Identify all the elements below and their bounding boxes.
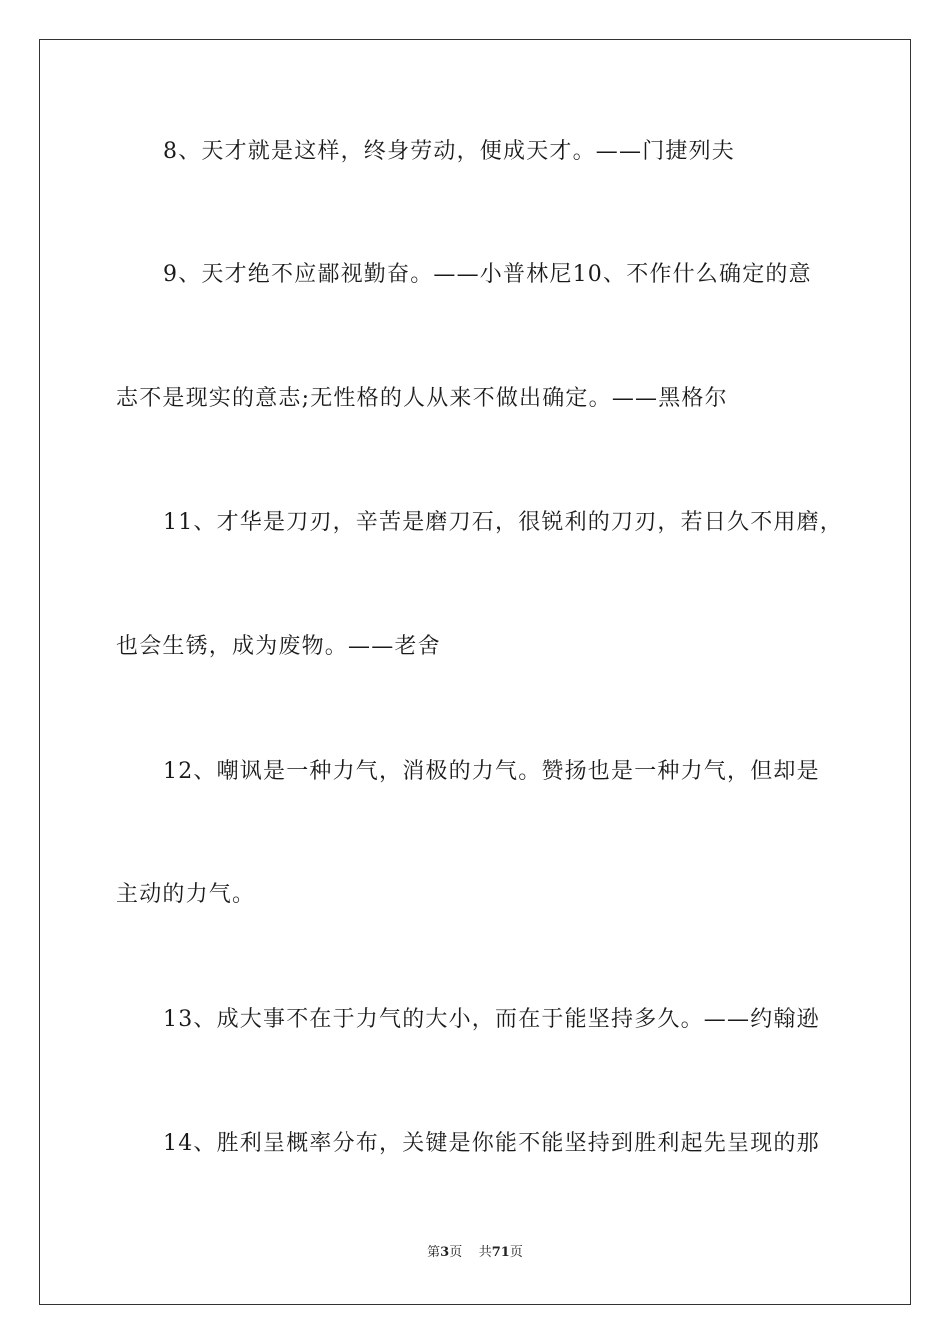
total-prefix: 共: [478, 1245, 492, 1260]
paragraph-line-5: 也会生锈，成为废物。——老舍: [116, 634, 441, 659]
page-footer: [0, 1244, 950, 1262]
paragraph-line-9: 14、胜利呈概率分布，关键是你能不能坚持到胜利起先呈现的那: [163, 1131, 820, 1156]
page-number: 3: [440, 1245, 450, 1260]
page-prefix: 第: [427, 1245, 441, 1260]
page-border: [39, 39, 911, 1305]
paragraph-line-3: 志不是现实的意志;无性格的人从来不做出确定。——黑格尔: [116, 386, 728, 411]
paragraph-line-7: 主动的力气。: [116, 882, 256, 907]
paragraph-line-8: 13、成大事不在于力气的大小，而在于能坚持多久。——约翰逊: [163, 1007, 820, 1032]
total-pages: 71: [491, 1245, 510, 1260]
total-suffix: 页: [509, 1245, 523, 1260]
paragraph-line-2: 9、天才绝不应鄙视勤奋。——小普林尼10、不作什么确定的意: [163, 262, 812, 287]
page-suffix: 页: [449, 1245, 463, 1260]
paragraph-line-6: 12、嘲讽是一种力气，消极的力气。赞扬也是一种力气，但却是: [163, 759, 820, 784]
paragraph-line-4: 11、才华是刀刃，辛苦是磨刀石，很锐利的刀刃，若日久不用磨，: [163, 510, 843, 535]
paragraph-line-1: 8、天才就是这样，终身劳动，便成天才。——门捷列夫: [163, 139, 735, 164]
